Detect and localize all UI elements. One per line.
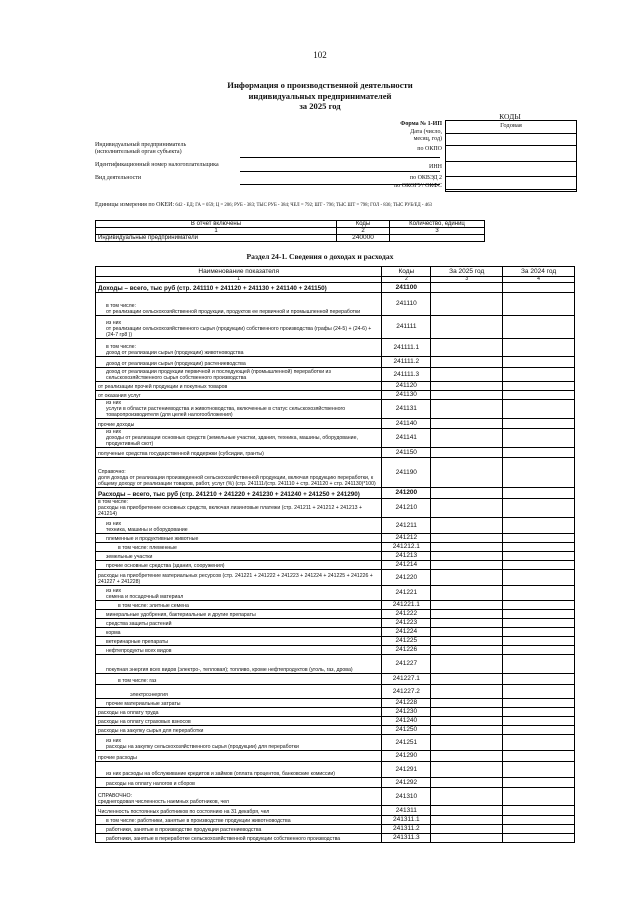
entrepreneur-line [240,157,440,158]
row-label: расходы на оплату налогов и сборов [96,778,382,788]
row-code: 241311 [382,806,431,816]
date-label-2: месяц, год) [413,136,442,142]
row-code: 241211 [382,518,431,534]
table-row [96,316,575,339]
table-row [96,534,575,543]
value-2025-cell[interactable] [431,708,503,717]
col-num-2: 2 [382,277,431,283]
table-row [96,655,575,674]
value-2024-cell[interactable] [503,628,575,637]
value-2025-cell[interactable] [431,316,503,339]
value-2024-cell[interactable] [503,316,575,339]
value-2024-cell[interactable] [503,619,575,628]
row-label: ветеринарные препараты [96,637,382,646]
table-row [96,646,575,655]
entrepreneur-label [95,142,186,156]
page-number: 102 [313,50,327,60]
row-label: в том числе: элитные семена [96,601,382,610]
section-title: Раздел 24-1. Сведения о доходах и расходах [246,252,394,261]
row-code: 241120 [382,382,431,391]
value-2025-cell[interactable] [431,534,503,543]
value-2025-cell[interactable] [431,448,503,458]
row-label: Численность постоянных работников по состоянию на 31 декабря, чел [96,806,382,816]
value-2024-cell[interactable] [503,735,575,751]
table-row [96,448,575,458]
row-label: прочие материальные затраты [96,699,382,708]
table-row [96,518,575,534]
table-row [96,619,575,628]
table-row [96,400,575,419]
row-code: 241111.2 [382,357,431,368]
row-label: расходы на закупку сырья для переработки [96,726,382,735]
document-title [0,80,640,112]
value-2024-cell[interactable] [503,708,575,717]
entrepreneur-label-1: Индивидуальный предприниматель [95,142,187,148]
value-2025-cell[interactable] [431,735,503,751]
value-2024-cell[interactable] [503,610,575,619]
table-row [96,357,575,368]
row-label: минеральные удобрения, бактериальные и другие препараты [96,610,382,619]
value-2025-cell[interactable] [431,419,503,429]
row-label: из них семена и посадочный материал [96,586,382,601]
value-2024-cell[interactable] [503,543,575,552]
value-2025-cell[interactable] [431,458,503,488]
value-2025-cell[interactable] [431,762,503,778]
table-row [96,825,575,834]
row-label: полученые средства государственной поддержки (субсидии, гранты) [96,448,382,458]
inn-text-label: Идентификационный номер налогоплательщика [95,162,219,168]
table-row [96,610,575,619]
table-row [96,834,575,843]
included-num-3: 3 [390,228,485,235]
row-code: 241228 [382,699,431,708]
row-code: 241291 [382,762,431,778]
value-2024-cell[interactable] [503,699,575,708]
value-2024-cell[interactable] [503,419,575,429]
value-2024-cell[interactable] [503,339,575,357]
table-row [96,708,575,717]
value-2025-cell[interactable] [431,825,503,834]
table-row [96,699,575,708]
row-label: прочие доходы [96,419,382,429]
row-label: в том числе: племенные [96,543,382,552]
row-code: 241222 [382,610,431,619]
row-label: в том числе: расходы на приобретение основных средств, включая лизинговые платежи (стр. 241211 + 241212 + 241213 + 241214) [96,499,382,518]
value-2025-cell[interactable] [431,400,503,419]
value-2025-cell[interactable] [431,699,503,708]
table-row [96,601,575,610]
row-label: корма [96,628,382,637]
table-row [96,543,575,552]
row-code: 241240 [382,717,431,726]
row-code: 241150 [382,448,431,458]
row-code: 241226 [382,646,431,655]
table-row [96,751,575,762]
row-label: работники, занятые в производстве продукции растениеводства [96,825,382,834]
row-label: расходы на оплату страховых взносов [96,717,382,726]
value-2024-cell[interactable] [503,448,575,458]
value-2024-cell[interactable] [503,834,575,843]
row-label: расходы на приобретение материальных ресурсов (стр. 241221 + 241222 + 241223 + 241224 + 241225 + 241226 + 241227 + 241228) [96,570,382,586]
value-2024-cell[interactable] [503,655,575,674]
row-label: доход от реализации сырья (продукции) растениеводства [96,357,382,368]
header-codes: Коды [382,267,431,277]
col-num-1: 1 [96,277,382,283]
header-2024: За 2024 год [503,267,575,277]
row-code: 241212 [382,534,431,543]
table-row [96,726,575,735]
included-header-3: Количество, единиц [390,221,485,228]
row-label: Доходы – всего, тыс руб (стр. 241110 + 241120 + 241130 + 241140 + 241150) [96,283,382,293]
table-row [96,391,575,400]
value-2025-cell[interactable] [431,543,503,552]
row-label: из них расходы на закупку сельскохозяйственного сырья (продукции) для переработки [96,735,382,751]
value-2025-cell[interactable] [431,717,503,726]
row-code: 241111.1 [382,339,431,357]
value-2025-cell[interactable] [431,834,503,843]
value-2025-cell[interactable] [431,586,503,601]
value-2024-cell[interactable] [503,637,575,646]
row-label: в том числе: доход от реализации сырья (продукции) животноводства [96,339,382,357]
value-2024-cell[interactable] [503,825,575,834]
table-row [96,806,575,816]
included-row-code: 240000 [337,235,390,242]
table-row [96,735,575,751]
units-values: 642 - ЕД; ГА = 059; Ц = 206; РУБ - 383; ТЫС РУБ - 384; ЧЕЛ = 792; ШТ - 796; ТЫС ШТ = 798; ГОЛ - 836; ТЫС РУБ/ЕД - 463 [175,203,432,208]
row-label: из них услуги в области растениеводства и животноводства, включенные в статус сельскохозяйственного товаропроизводителя (для целей налогообложения) [96,400,382,419]
row-code: 241210 [382,499,431,518]
table-row [96,586,575,601]
row-code: 241227.2 [382,685,431,699]
row-label: прочие расходы [96,751,382,762]
row-code: 241311.1 [382,816,431,825]
value-2025-cell[interactable] [431,685,503,699]
table-row [96,637,575,646]
table-row [96,419,575,429]
table-row [96,499,575,518]
row-code: 241111.3 [382,368,431,382]
value-2025-cell[interactable] [431,674,503,685]
value-2025-cell[interactable] [431,293,503,316]
okogu-label: по ОКОГУ/ ОКФС [394,183,442,189]
date-label-1: Дата (число, [410,129,442,135]
value-2025-cell[interactable] [431,552,503,561]
value-2025-cell[interactable] [431,488,503,499]
row-label: от оказания услуг [96,391,382,400]
row-code: 241292 [382,778,431,788]
row-code: 241227.1 [382,674,431,685]
value-2025-cell[interactable] [431,816,503,825]
title-line-3: за 2025 год [299,101,341,111]
row-label: Справочно: доля дохода от реализации произведенной сельскохозяйственной продукции, включая продукцию переработки, к общему доходу от реализации товаров, работ, услуг (%) (стр. 241111/(стр. 241110 + стр. 241120 + стр. 241130)*100) [96,458,382,488]
value-2024-cell[interactable] [503,726,575,735]
row-code: 241140 [382,419,431,429]
row-code: 241200 [382,488,431,499]
row-code: 241230 [382,708,431,717]
codes-cell-okved [446,177,576,190]
table-row [96,561,575,570]
table-row [96,717,575,726]
value-2025-cell[interactable] [431,655,503,674]
row-code: 241221.1 [382,601,431,610]
row-label: прочие основные средства (здания, сооружения) [96,561,382,570]
row-label: средства защиты растений [96,619,382,628]
row-code: 241311.3 [382,834,431,843]
inn-label: ИНН [429,164,442,170]
row-code: 241225 [382,637,431,646]
included-header-2: Коды [337,221,390,228]
codes-box [445,120,577,192]
row-code: 241213 [382,552,431,561]
table-row [96,762,575,778]
income-expense-table [95,266,575,843]
row-label: в том числе: от реализации сельскохозяйственной продукции, продуктов ее первичной и промышленной переработки [96,293,382,316]
row-label: в том числе: газ [96,674,382,685]
row-code: 241212.1 [382,543,431,552]
value-2024-cell[interactable] [503,391,575,400]
value-2025-cell[interactable] [431,628,503,637]
value-2025-cell[interactable] [431,382,503,391]
row-code: 241227 [382,655,431,674]
row-label: из них техника, машины и оборудование [96,518,382,534]
value-2024-cell[interactable] [503,499,575,518]
value-2024-cell[interactable] [503,561,575,570]
value-2024-cell[interactable] [503,674,575,685]
included-header-1: В отчет включены [96,221,337,228]
value-2024-cell[interactable] [503,400,575,419]
units-line [95,202,575,209]
value-2024-cell[interactable] [503,429,575,448]
activity-line [240,184,440,185]
value-2024-cell[interactable] [503,601,575,610]
codes-cell-inn [446,162,576,177]
included-num-1: 1 [96,228,337,235]
table-row [96,778,575,788]
value-2025-cell[interactable] [431,751,503,762]
inn-line [240,171,440,172]
value-2025-cell[interactable] [431,570,503,586]
table-row [96,552,575,561]
value-2024-cell[interactable] [503,751,575,762]
row-code: 241311.2 [382,825,431,834]
value-2025-cell[interactable] [431,646,503,655]
row-label: СПРАВОЧНО: среднегодовая численность наемных работников, чел [96,788,382,806]
row-code: 241190 [382,458,431,488]
table-row [96,570,575,586]
col-num-3: 3 [431,277,503,283]
row-code: 241130 [382,391,431,400]
value-2024-cell[interactable] [503,534,575,543]
okpo-label: по ОКПО [417,146,442,152]
table-row [96,368,575,382]
row-label: из них расходы на обслуживание кредитов и займов (оплата процентов, банковские комиссии) [96,762,382,778]
value-2025-cell[interactable] [431,619,503,628]
header-indicator: Наименование показателя [96,267,382,277]
row-label: от реализации прочей продукции и покупных товаров [96,382,382,391]
value-2024-cell[interactable] [503,762,575,778]
row-label: земельные участки [96,552,382,561]
row-code: 241141 [382,429,431,448]
value-2024-cell[interactable] [503,368,575,382]
value-2025-cell[interactable] [431,561,503,570]
row-label: расходы на оплату труда [96,708,382,717]
value-2024-cell[interactable] [503,518,575,534]
value-2025-cell[interactable] [431,806,503,816]
row-code: 241214 [382,561,431,570]
row-code: 241224 [382,628,431,637]
value-2025-cell[interactable] [431,601,503,610]
included-row-label: Индивидуальные предприниматели [96,235,337,242]
row-label: в том числе: работники, занятые в производстве продукции животноводства [96,816,382,825]
table-row [96,628,575,637]
included-num-2: 2 [337,228,390,235]
row-label: из них от реализации сельскохозяйственного сырья (продукции) собственного производства (графы (24-5) + (24-6) + (24-7 гр8 )) [96,316,382,339]
table-row [96,429,575,448]
title-line-2: индивидуальных предпринимателей [248,90,392,101]
row-code: 241250 [382,726,431,735]
row-code: 241221 [382,586,431,601]
activity-label: Вид деятельности [95,175,142,181]
row-label: работники, занятые в переработке сельскохозяйственной продукции собственного производства [96,834,382,843]
value-2024-cell[interactable] [503,357,575,368]
value-2024-cell[interactable] [503,570,575,586]
value-2025-cell[interactable] [431,357,503,368]
units-label: Единицы измерения по ОКЕИ: [95,202,175,208]
included-row-value [390,235,485,242]
row-code: 241131 [382,400,431,419]
okved-label: по ОКВЭД 2 [409,175,442,181]
table-row [96,685,575,699]
col-num-4: 4 [503,277,575,283]
form-label: Форма № 1-ИП [400,121,442,127]
value-2024-cell[interactable] [503,778,575,788]
codes-cell-okpo [446,146,576,162]
value-2025-cell[interactable] [431,368,503,382]
value-2025-cell[interactable] [431,726,503,735]
value-2025-cell[interactable] [431,391,503,400]
value-2024-cell[interactable] [503,293,575,316]
value-2025-cell[interactable] [431,518,503,534]
table-row [96,293,575,316]
value-2024-cell[interactable] [503,646,575,655]
row-label: нефтепродукты всех видов [96,646,382,655]
row-label: покупная энергия всех видов (электро-, тепловая); топливо, кроме нефтепродуктов (уголь, газ, дрова) [96,655,382,674]
entrepreneur-label-2: (исполнительный орган субъекта) [95,149,182,155]
codes-header: КОДЫ [499,112,521,121]
table-row [96,382,575,391]
row-label: электроэнергия [96,685,382,699]
value-2024-cell[interactable] [503,283,575,293]
value-2025-cell[interactable] [431,788,503,806]
value-2025-cell[interactable] [431,610,503,619]
row-code: 241310 [382,788,431,806]
header-2025: За 2025 год [431,267,503,277]
row-code: 241251 [382,735,431,751]
value-2025-cell[interactable] [431,339,503,357]
row-label: из них доходы от реализации основных средств (земельные участки, здания, техника, машины, оборудование, продуктивный скот) [96,429,382,448]
row-label: доход от реализации продукции первичной и последующей (промышленной) переработки из сельскохозяйственного сырья собственного производства [96,368,382,382]
row-code: 241111 [382,316,431,339]
form-value: Годовая [446,121,576,134]
value-2024-cell[interactable] [503,816,575,825]
table-row [96,816,575,825]
value-2025-cell[interactable] [431,499,503,518]
included-table [95,220,485,242]
value-2024-cell[interactable] [503,382,575,391]
row-label: Расходы – всего, тыс руб (стр. 241210 + 241220 + 241230 + 241240 + 241250 + 241290) [96,488,382,499]
value-2025-cell[interactable] [431,637,503,646]
row-code: 241290 [382,751,431,762]
value-2025-cell[interactable] [431,283,503,293]
value-2024-cell[interactable] [503,552,575,561]
table-row [96,788,575,806]
value-2024-cell[interactable] [503,806,575,816]
value-2025-cell[interactable] [431,429,503,448]
row-code: 241220 [382,570,431,586]
row-label: племенные и продуктивные животные [96,534,382,543]
value-2024-cell[interactable] [503,685,575,699]
table-row [96,488,575,499]
value-2024-cell[interactable] [503,717,575,726]
codes-cell-date [446,134,576,147]
row-code: 241100 [382,283,431,293]
row-code: 241110 [382,293,431,316]
table-row [96,283,575,293]
table-row [96,674,575,685]
table-header-row [96,267,575,277]
row-code: 241223 [382,619,431,628]
title-line-1: Информация о производственной деятельности [227,80,413,90]
value-2025-cell[interactable] [431,778,503,788]
value-2024-cell[interactable] [503,488,575,499]
value-2024-cell[interactable] [503,586,575,601]
table-row [96,458,575,488]
table-row [96,339,575,357]
value-2024-cell[interactable] [503,788,575,806]
value-2024-cell[interactable] [503,458,575,488]
